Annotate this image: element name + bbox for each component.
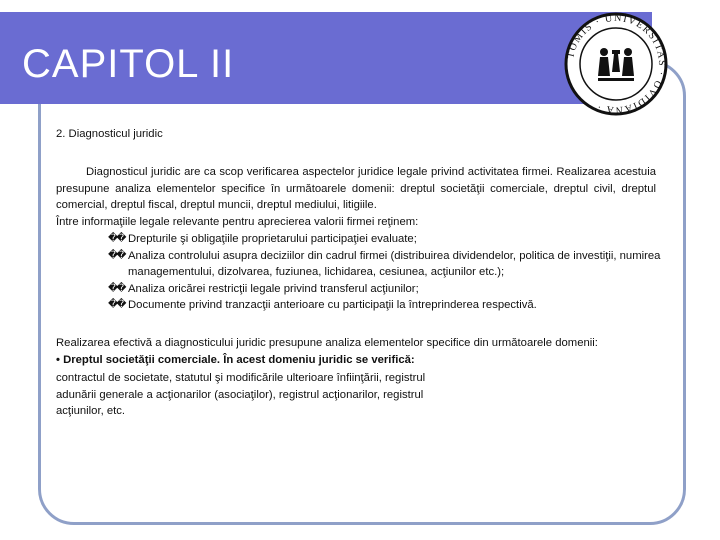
paragraph-details: contractul de societate, statutul şi modificările ulterioare înfiinţării, registrul adunării generale a acţionarilor (asociaţilor), registrul acţionarilor, registrul acţiunilor, etc. (56, 372, 426, 417)
paragraph-intro (56, 164, 656, 214)
list-item (108, 297, 676, 314)
list-item (108, 281, 676, 298)
list-intro: Între informaţiile legale relevante pentru aprecierea valorii firmei reţinem: (56, 216, 419, 228)
svg-text:TOMIS · UNIVERSITAS · OVIDIANA: TOMIS · UNIVERSITAS · OVIDIANA · (565, 12, 668, 116)
paragraph-realizare: Realizarea efectivă a diagnosticului juridic presupune analiza elementelor specifice din următoarele domenii: (56, 337, 598, 349)
title-bar (0, 12, 652, 104)
list-item (108, 248, 676, 281)
bullet-glyph-icon: �� (108, 233, 125, 244)
bullet-glyph-icon: �� (108, 299, 125, 310)
list-item-text: Drepturile şi obligaţiile proprietarului participaţiei evaluate; (128, 233, 417, 245)
list-item-text: Analiza oricărei restricţii legale privind transferul acţiunilor; (128, 282, 419, 295)
list-item-text: Analiza controlului asupra deciziilor din cadrul firmei (distribuirea dividendelor, politica de investiţii, numirea managementului, dizolvarea, fuziunea, lichidarea, cesiunea, acţiunilor etc.); (128, 249, 661, 278)
bullet-glyph-icon: �� (108, 282, 125, 294)
paragraph-bold-line: • Dreptul societăţii comerciale. În acest domeniu juridic se verifică: (56, 354, 415, 366)
paragraph-text: Diagnosticul juridic are ca scop verificarea aspectelor juridice legale privind activitatea firmei. Realizarea acestuia presupune analiza elementelor specifice în următoarele domenii: dreptul societăţii comerciale, dreptul civil, dreptul comercial, dreptul fiscal, dreptul muncii, dreptul mediului, litigiile. (56, 166, 656, 211)
bullet-list (108, 231, 676, 314)
slide-title: CAPITOL II (22, 42, 235, 86)
section-heading: 2. Diagnosticul juridic (56, 128, 163, 140)
list-item (108, 231, 676, 248)
bullet-glyph-icon: �� (108, 249, 125, 261)
university-seal-icon (562, 10, 670, 118)
list-item-text: Documente privind tranzacţii anterioare cu participaţii la întreprinderea respectivă. (128, 299, 537, 311)
